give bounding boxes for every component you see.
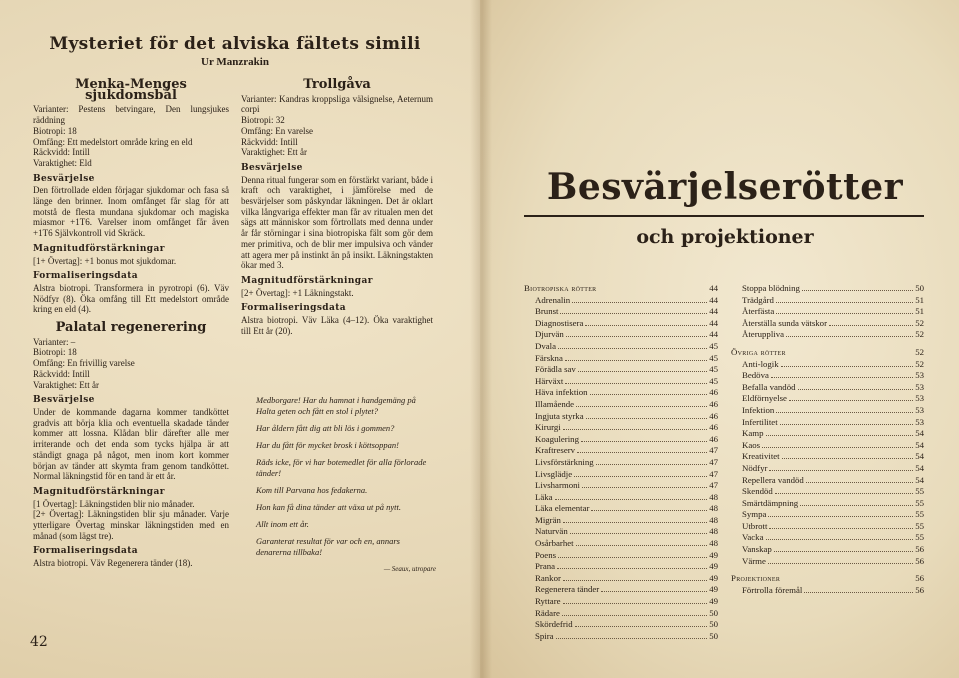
toc-leader [576,545,708,546]
toc-label: Färskna [535,352,563,363]
toc-label: Bedöva [742,370,769,381]
toc-label: Skendöd [742,486,773,497]
section-heading: Besvärjelse [241,162,303,173]
toc-leader [802,290,913,291]
toc-entry [731,532,924,544]
toc-label: Utbrott [742,520,768,531]
toc-label: Återställa sunda vätskor [742,317,828,328]
toc-page-number: 55 [915,520,924,531]
toc-label: Trädgård [742,294,774,305]
toc-leader [769,470,913,471]
quote-line: Har du fått för mycket brosk i köttsoppan! [256,440,399,450]
spell-stat: Omfång: En varelse [241,125,313,136]
toc-leader [576,406,707,407]
toc-label: Återuppliva [742,329,785,340]
toc-entry [731,463,924,475]
toc-page-number: 47 [709,456,718,467]
toc-entry [731,486,924,498]
toc-leader [563,580,707,581]
toc-leader [762,447,913,448]
toc-leader [577,452,707,453]
toc-label: Förtrolla föremål [742,584,803,595]
toc-label: Prana [535,561,556,572]
toc-page-number: 54 [915,439,924,450]
toc-entry [731,318,924,330]
toc-leader [563,429,707,430]
quote-line: Garanterat resultat för var och en, annars denarerna tillbaka! [256,536,400,557]
toc-page-number: 54 [915,462,924,473]
toc-leader [578,371,707,372]
toc-label: Infertilitet [742,416,778,427]
toc-leader [557,568,707,569]
toc-page-number: 47 [709,480,718,491]
toc-label: Djurvän [535,329,564,340]
toc-page-number: 50 [709,607,718,618]
spell-stat: Varianter: Kandras kroppsliga välsignelse, Aeternum corpi [241,93,433,115]
toc-label: Övriga rötter [731,346,786,357]
toc-page-number: 53 [915,416,924,427]
toc-page-number: 52 [915,358,924,369]
toc-entry [524,596,718,608]
toc-entry [524,492,718,504]
toc-leader [586,418,708,419]
toc-leader [581,441,707,442]
toc-leader [804,592,913,593]
toc-page-number: 45 [709,375,718,386]
toc-leader [601,591,707,592]
toc-page-number: 54 [915,428,924,439]
toc-leader [563,603,708,604]
toc-entry [524,619,718,631]
toc-label: Vacka [742,532,764,543]
toc-entry [524,469,718,481]
toc-column-2 [731,283,924,596]
toc-leader [798,389,914,390]
toc-entry [731,475,924,487]
toc-label: Sympa [742,509,767,520]
section-heading: Formaliseringsdata [33,546,139,557]
toc-page-number: 45 [709,364,718,375]
toc-entry [524,434,718,446]
toc-label: Infektion [742,404,775,415]
section-text: Alstra biotropi. Väv Regenerera tänder (18). [33,558,193,569]
toc-label: Koagulering [535,433,579,444]
toc-leader [782,580,913,581]
spell-stat: Biotropi: 32 [241,115,285,126]
toc-page-number: 46 [709,422,718,433]
toc-entry [524,306,718,318]
toc-leader [806,482,913,483]
toc-page-number: 49 [709,572,718,583]
toc-label: Adrenalin [535,294,571,305]
page-number: 42 [30,634,48,650]
section-heading: Magnitudförstärkningar [241,275,373,286]
toc-leader [776,302,913,303]
toc-page-number: 54 [915,474,924,485]
toc-leader [774,551,913,552]
toc-entry [524,480,718,492]
quote-line: Allt inom ett år. [256,519,309,529]
quote-line: Medborgare! Har du hamnat i handgemäng på Halta geten och fått en stol i plytet? [256,395,416,416]
toc-entry [731,405,924,417]
section-heading: Besvärjelse [33,173,95,184]
toc-entry [731,295,924,307]
toc-label: Migrän [535,514,561,525]
toc-label: Eldförnyelse [742,393,787,404]
toc-leader [591,510,707,511]
toc-entry [731,451,924,463]
toc-entry [731,556,924,568]
toc-leader [566,336,707,337]
toc-page-number: 46 [709,387,718,398]
toc-page-number: 44 [709,317,718,328]
section-heading: Besvärjelse [33,395,95,406]
toc-label: Rankor [535,572,561,583]
toc-label: Läka elementar [535,503,590,514]
toc-entry [524,573,718,585]
spell-title: Trollgåva [303,77,371,92]
toc-page-number: 54 [915,451,924,462]
toc-label: Brunst [535,306,559,317]
toc-entry [524,561,718,573]
toc-leader [562,615,707,616]
toc-entry [524,503,718,515]
toc-page-number: 46 [709,398,718,409]
toc-page-number: 49 [709,596,718,607]
toc-page-number: 44 [709,329,718,340]
toc-leader [782,458,914,459]
chapter-subtitle: och projektioner [636,226,814,248]
page-subtitle: Ur Manzrakin [201,56,269,68]
toc-label: Härväxt [535,375,564,386]
spell-stat: Biotropi: 18 [33,125,77,136]
toc-leader [768,516,913,517]
toc-label: Regenerera tänder [535,584,600,595]
toc-entry [524,584,718,596]
toc-page-number: 51 [915,306,924,317]
toc-label: Projektioner [731,573,781,584]
toc-leader [800,505,913,506]
toc-label: Värme [742,555,766,566]
toc-leader [598,290,707,291]
toc-label: Häva infektion [535,387,588,398]
toc-entry [524,445,718,457]
toc-leader [563,522,707,523]
toc-entry [524,387,718,399]
toc-label: Vanskap [742,544,772,555]
toc-page-number: 44 [709,306,718,317]
toc-label: Livsglädje [535,468,573,479]
toc-entry [524,550,718,562]
spell-stat: Räckvidd: Intill [33,147,90,158]
toc-leader [769,528,913,529]
toc-leader [780,424,914,425]
toc-page-number: 50 [915,283,924,293]
toc-label: Nödfyr [742,462,768,473]
spell-stat: Varaktighet: Ett år [241,147,307,158]
book-gutter [470,0,492,678]
toc-entry [524,538,718,550]
toc-entry [524,341,718,353]
toc-entry [731,306,924,318]
toc-entry [524,515,718,527]
toc-leader [575,626,708,627]
toc-entry [524,364,718,376]
toc-leader [786,336,913,337]
toc-leader [572,302,707,303]
toc-leader [556,638,708,639]
toc-label: Livsförstärkning [535,456,594,467]
toc-label: Osårbarhet [535,538,574,549]
section-heading: Magnitudförstärkningar [33,243,165,254]
toc-column-1 [524,283,718,642]
toc-label: Naturvän [535,526,568,537]
toc-page-number: 55 [915,497,924,508]
toc-label: Kirurgi [535,422,561,433]
toc-entry [524,399,718,411]
toc-leader [766,539,914,540]
toc-page-number: 47 [709,468,718,479]
toc-entry [731,498,924,510]
toc-label: Rädare [535,607,560,618]
toc-entry [524,457,718,469]
toc-page-number: 48 [709,526,718,537]
toc-page-number: 48 [709,503,718,514]
toc-page-number: 56 [915,573,924,584]
toc-leader [558,557,707,558]
toc-label: Ryttare [535,596,561,607]
toc-entry [731,544,924,556]
toc-page-number: 44 [709,294,718,305]
toc-page-number: 52 [915,317,924,328]
section-text: Under de kommande dagarna kommer tandköttet gradvis att börja klia och eventuella skadade tänder kommer att lossna. Klådan blir därefter alle mer irriterande och det enda som tycks hjälpa är att ständigt gnaga på något, men inom kort kommer början av tänder att skymta fram genom tandköttet. Normal läkningstid för en tand är ett år. [33,406,229,482]
quote-line: Har åldern fått dig att bli lös i gommen? [256,423,395,433]
toc-leader [565,360,707,361]
toc-page-number: 56 [915,555,924,566]
toc-page-number: 46 [709,410,718,421]
section-text: [1 Övertag]: Läkningstiden blir nio månader. [33,498,195,509]
section-text: [2+ Övertag]: Läkningstiden blir sju månader. Varje ytterligare Övertag minskar läkningstiden med en månad (som lägst tre). [33,509,229,541]
toc-label: Smärtdämpning [742,497,799,508]
toc-entry [524,422,718,434]
toc-page-number: 51 [915,294,924,305]
toc-leader [560,313,707,314]
toc-page-number: 53 [915,370,924,381]
toc-entry [731,393,924,405]
toc-label: Livsharmoni [535,480,580,491]
spell-title: Palatal regenerering [55,320,207,336]
toc-label: Kaos [742,439,761,450]
spell-stat: Räckvidd: Intill [241,136,298,147]
toc-page-number: 52 [915,346,924,357]
chapter-title: Besvärjelserötter [546,166,904,208]
toc-label: Repellera vandöd [742,474,804,485]
toc-entry [731,283,924,295]
toc-entry [524,608,718,620]
quote-signature: — Seaux, utropare [383,565,436,573]
toc-entry [524,353,718,365]
spell-stat: Varianter: Pestens betvingare, Den lungsjukes räddning [33,104,229,126]
toc-page-number: 56 [915,544,924,555]
quote-line: Hon kan få dina tänder att växa ut på nytt. [256,502,401,512]
toc-page-number: 55 [915,532,924,543]
toc-label: Skördefrid [535,619,573,630]
spell-stat: Omfång: En frivillig varelse [33,358,135,369]
toc-entry [524,526,718,538]
toc-page-number: 49 [709,561,718,572]
toc-leader [555,499,708,500]
toc-entry [524,411,718,423]
section-heading: Formaliseringsdata [33,271,139,282]
toc-leader [590,394,708,395]
quote-line: Kom till Parvana hos fedakerna. [256,485,368,495]
right-column [241,78,433,336]
toc-entry [731,440,924,452]
toc-heading [524,283,718,295]
spell-stat: Varaktighet: Ett år [33,379,99,390]
section-text: Den förtrollade elden förjagar sjukdomar och fasa så länge den brinner. Inom omfånget får slag för att motstå de flesta mundana sjukdomar och magiska miasmor +1T6. Varelser inom omfånget får även +1T6 Självkontroll vid Skräck. [33,185,229,239]
toc-entry [731,382,924,394]
toc-page-number: 53 [915,404,924,415]
toc-entry [524,295,718,307]
toc-page-number: 56 [915,584,924,595]
toc-entry [731,428,924,440]
toc-leader [596,464,708,465]
toc-page-number: 53 [915,381,924,392]
section-heading: Magnitudförstärkningar [33,486,165,497]
toc-page-number: 47 [709,445,718,456]
page-title: Mysteriet för det alviska fältets simili [49,34,421,54]
title-rule [524,215,924,217]
spell-stat: Räckvidd: Intill [33,368,90,379]
toc-page-number: 45 [709,340,718,351]
toc-leader [766,435,914,436]
toc-page-number: 49 [709,549,718,560]
toc-leader [829,325,913,326]
spell-stat: Omfång: Ett medelstort område kring en eld [33,136,193,147]
spell-title: Menka-Menges sjukdomsbål [75,77,187,103]
toc-entry [731,585,924,597]
section-text: Denna ritual fungerar som en förstärkt variant, både i kraft och varaktighet, i jämförelse med de besvärjelser som påskyndar läkningen. Det är oklart vilka långvariga effekter man får av ritualen men det sägs att människor som förtrollats med denna under år får störningar i sina biotropiska fält som gör dem mer primitiva, och de blir mer impulsiva och vänder att agera mer på instinkt än på insikt. Läkningstakten ökar med 3. [241,174,433,271]
toc-entry [524,631,718,643]
toc-page-number: 50 [709,619,718,630]
toc-label: Illamående [535,398,575,409]
toc-leader [565,383,707,384]
toc-label: Biotropiska rötter [524,283,597,293]
section-text: [2+ Övertag]: +1 Läkningstakt. [241,287,354,298]
toc-label: Kreativitet [742,451,780,462]
spell-stat: Biotropi: 18 [33,347,77,358]
section-text: Alstra biotropi. Transformera in pyrotropi (6). Väv Nödfyr (8). Öka omfång till Ett medelstort område kring en eld (4). [33,282,229,315]
toc-label: Diagnostisera [535,317,584,328]
toc-page-number: 48 [709,491,718,502]
toc-label: Poens [535,549,557,560]
toc-entry [731,329,924,341]
toc-page-number: 55 [915,509,924,520]
toc-label: Läka [535,491,553,502]
toc-page-number: 48 [709,514,718,525]
toc-label: Kamp [742,428,764,439]
toc-page-number: 49 [709,584,718,595]
toc-page-number: 53 [915,393,924,404]
toc-page-number: 48 [709,538,718,549]
toc-leader [771,377,913,378]
toc-label: Ingjuta styrka [535,410,584,421]
quote-block [256,395,436,575]
toc-page-number: 55 [915,486,924,497]
toc-heading [731,347,924,359]
toc-leader [574,476,707,477]
toc-entry [524,376,718,388]
toc-leader [585,325,707,326]
toc-label: Stoppa blödning [742,283,800,293]
toc-entry [524,318,718,330]
left-column [33,78,229,569]
toc-label: Återfästa [742,306,775,317]
toc-label: Spira [535,630,554,641]
toc-label: Kraftreserv [535,445,576,456]
section-text: Alstra biotropi. Väv Läka (4–12). Öka varaktighet till Ett år (20). [241,315,433,336]
spell-stat: Varianter: – [33,336,76,347]
toc-leader [781,366,914,367]
toc-page-number: 50 [709,630,718,641]
toc-page-number: 52 [915,329,924,340]
toc-entry [731,417,924,429]
toc-leader [768,563,913,564]
toc-leader [776,412,913,413]
toc-entry [524,329,718,341]
toc-page-number: 45 [709,352,718,363]
toc-page-number: 46 [709,433,718,444]
toc-label: Anti-logik [742,358,779,369]
toc-entry [731,509,924,521]
spell-stat: Varaktighet: Eld [33,157,92,168]
toc-leader [558,348,707,349]
section-text: [1+ Övertag]: +1 bonus mot sjukdomar. [33,255,177,266]
toc-heading [731,573,924,585]
toc-label: Befalla vandöd [742,381,796,392]
toc-leader [789,400,913,401]
toc-label: Dvala [535,340,557,351]
toc-leader [776,313,913,314]
section-heading: Formaliseringsdata [241,303,347,314]
toc-entry [731,370,924,382]
toc-leader [570,533,707,534]
toc-entry [731,521,924,533]
toc-leader [788,354,913,355]
toc-label: Förädla sav [535,364,576,375]
toc-leader [775,493,913,494]
toc-entry [731,359,924,371]
toc-page-number: 44 [709,283,718,293]
toc-leader [582,487,707,488]
quote-line: Räds icke, för vi har botemedlet för alla förlorade tänder! [256,457,427,478]
